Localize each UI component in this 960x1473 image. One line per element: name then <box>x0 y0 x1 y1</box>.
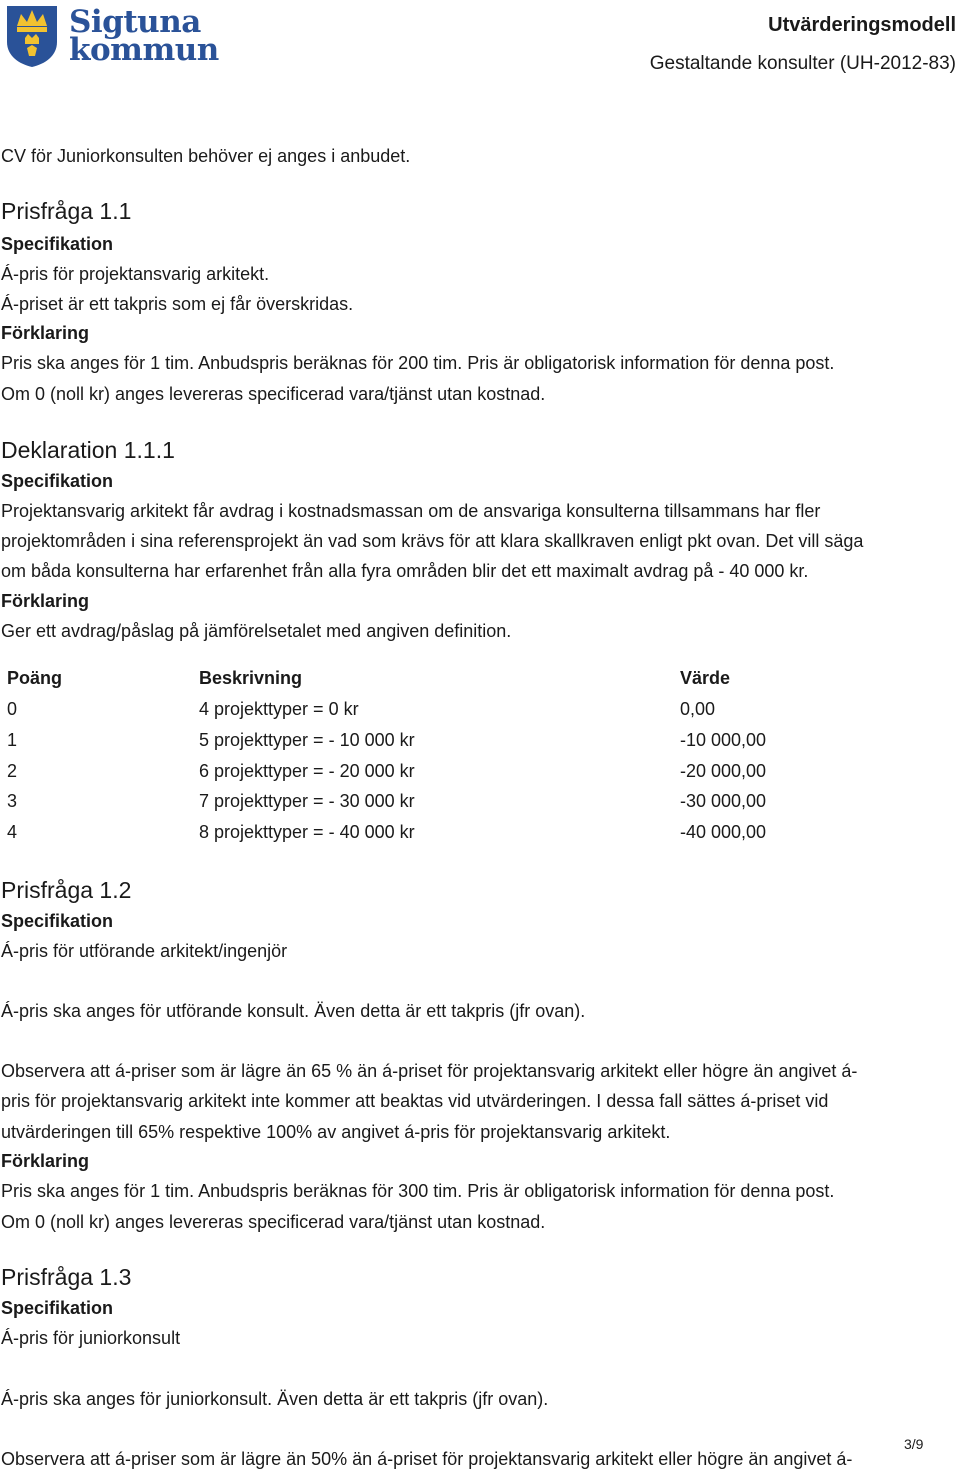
intro-text: CV för Juniorkonsulten behöver ej anges i anbudet. <box>1 146 411 166</box>
table-row <box>0 821 960 845</box>
paragraph-line: Pris ska anges för 1 tim. Anbudspris beräknas för 200 tim. Pris är obligatorisk information för denna post. <box>1 353 835 373</box>
page-number: 3/9 <box>904 1436 924 1452</box>
label-forklaring: Förklaring <box>1 591 90 611</box>
table-cell: 7 projekttyper = - 30 000 kr <box>199 791 415 811</box>
paragraph-line: Observera att á-priser som är lägre än 50% än á-priset för projektansvarig arkitekt eller högre än angivet á- <box>1 1449 853 1469</box>
table-cell: -20 000,00 <box>680 761 767 781</box>
coat-of-arms-icon <box>5 4 59 68</box>
paragraph-line: Om 0 (noll kr) anges levereras specificerad vara/tjänst utan kostnad. <box>1 384 546 404</box>
section-heading: Prisfråga 1.1 <box>1 198 132 224</box>
table-cell: 4 projekttyper = 0 kr <box>199 699 359 719</box>
label-forklaring: Förklaring <box>1 1151 90 1171</box>
paragraph-line: Projektansvarig arkitekt får avdrag i kostnadsmassan om de ansvariga konsulterna tillsammans har fler <box>1 501 821 521</box>
logo-text-line1: Sigtuna <box>69 4 201 40</box>
table-cell: 5 projekttyper = - 10 000 kr <box>199 730 415 750</box>
table-cell: -10 000,00 <box>680 730 767 750</box>
paragraph-line: pris för projektansvarig arkitekt inte kommer att beaktas vid utvärderingen. I dessa fall sättes á-priset vid <box>1 1091 829 1111</box>
paragraph-line: utvärderingen till 65% respektive 100% av angivet á-pris för projektansvarig arkitekt. <box>1 1122 671 1142</box>
paragraph-line: Á-pris ska anges för utförande konsult. Även detta är ett takpris (jfr ovan). <box>1 1001 586 1021</box>
label-specifikation: Specifikation <box>1 234 114 254</box>
table-cell: -30 000,00 <box>680 791 767 811</box>
paragraph-line: Á-pris ska anges för juniorkonsult. Även detta är ett takpris (jfr ovan). <box>1 1389 549 1409</box>
table-cell: 2 <box>7 761 18 781</box>
paragraph-line: Om 0 (noll kr) anges levereras specificerad vara/tjänst utan kostnad. <box>1 1212 546 1232</box>
table-cell: 3 <box>7 791 18 811</box>
section-heading: Deklaration 1.1.1 <box>1 437 175 463</box>
page-header <box>0 0 960 90</box>
table-cell: 4 <box>7 822 18 842</box>
document-subtitle: Gestaltande konsulter (UH-2012-83) <box>649 53 956 74</box>
paragraph-line: om båda konsulterna har erfarenhet från alla fyra områden blir det ett maximalt avdrag på - 40 000 kr. <box>1 561 809 581</box>
sigtuna-logo <box>5 4 219 68</box>
table-row <box>0 698 960 722</box>
table-cell: 0,00 <box>680 699 716 719</box>
table-cell: 0 <box>7 699 18 719</box>
paragraph-line: Pris ska anges för 1 tim. Anbudspris beräknas för 300 tim. Pris är obligatorisk information för denna post. <box>1 1181 835 1201</box>
document-title: Utvärderingsmodell <box>768 14 956 36</box>
label-specifikation: Specifikation <box>1 911 114 931</box>
table-row <box>0 790 960 814</box>
table-cell: 6 projekttyper = - 20 000 kr <box>199 761 415 781</box>
label-forklaring: Förklaring <box>1 323 90 343</box>
table-cell: 8 projekttyper = - 40 000 kr <box>199 822 415 842</box>
column-header: Värde <box>680 668 731 688</box>
paragraph-line: Ger ett avdrag/påslag på jämförelsetalet med angiven definition. <box>1 621 512 641</box>
label-specifikation: Specifikation <box>1 1298 114 1318</box>
paragraph-line: Á-pris för utförande arkitekt/ingenjör <box>1 941 288 961</box>
table-cell: -40 000,00 <box>680 822 767 842</box>
table-row <box>0 760 960 784</box>
section-heading: Prisfråga 1.2 <box>1 877 132 903</box>
logo-text-line2: kommun <box>69 32 219 68</box>
table-row <box>0 729 960 753</box>
table-header-row <box>0 667 960 691</box>
paragraph-line: projektområden i sina referensprojekt än vad som krävs för att klara skallkraven enligt pkt ovan. Det vill säga <box>1 531 864 551</box>
column-header: Poäng <box>7 668 63 688</box>
paragraph-line: Á-priset är ett takpris som ej får överskridas. <box>1 294 354 314</box>
paragraph-line: Observera att á-priser som är lägre än 65 % än á-priset för projektansvarig arkitekt eller högre än angivet á- <box>1 1061 858 1081</box>
table-cell: 1 <box>7 730 18 750</box>
paragraph-line: Á-pris för projektansvarig arkitekt. <box>1 264 270 284</box>
column-header: Beskrivning <box>199 668 303 688</box>
section-heading: Prisfråga 1.3 <box>1 1264 132 1290</box>
label-specifikation: Specifikation <box>1 471 114 491</box>
paragraph-line: Á-pris för juniorkonsult <box>1 1328 181 1348</box>
